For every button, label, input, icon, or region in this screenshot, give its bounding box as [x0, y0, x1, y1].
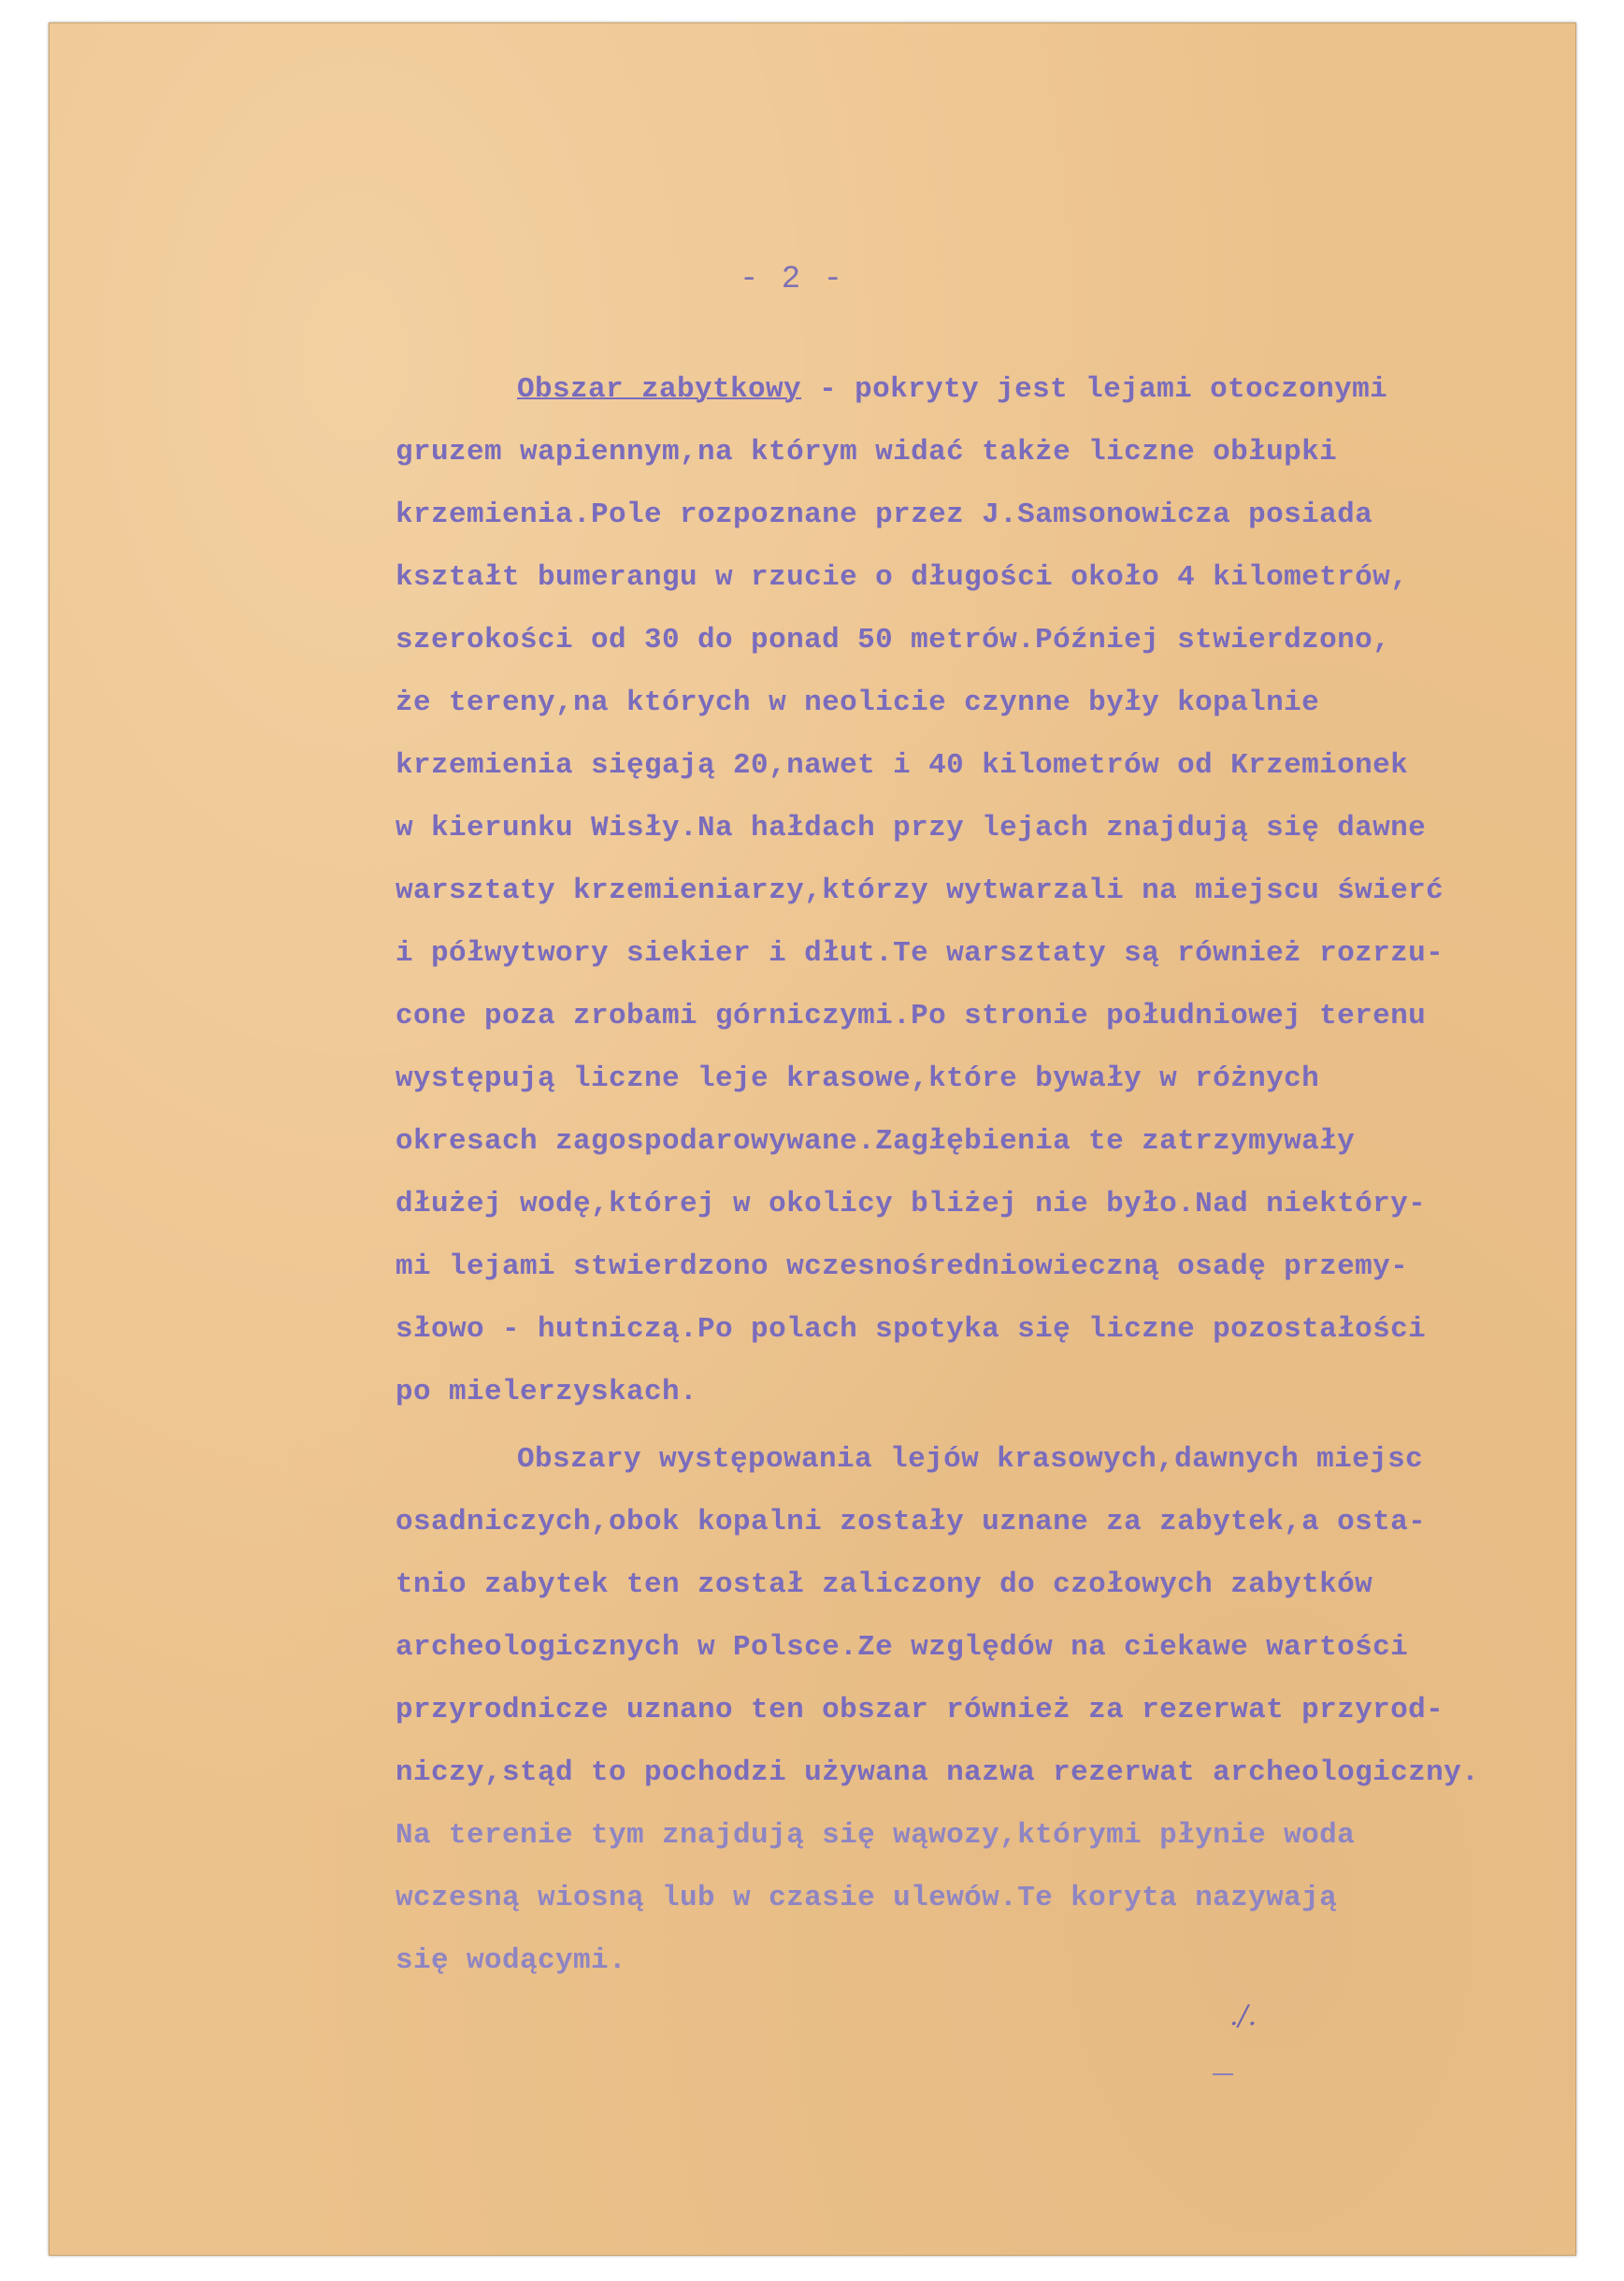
- text-line: mi lejami stwierdzono wczesnośredniowieczną osadę przemy-: [395, 1250, 1409, 1283]
- text-line: że tereny,na których w neolicie czynne były kopalnie: [395, 686, 1320, 719]
- text-line: krzemienia sięgają 20,nawet i 40 kilometrów od Krzemionek: [395, 749, 1409, 782]
- section-heading: Obszar zabytkowy: [517, 373, 802, 406]
- text-line: przyrodnicze uznano ten obszar również za rezerwat przyrod-: [395, 1694, 1444, 1726]
- typewritten-page: [49, 22, 1576, 2256]
- text-line: tnio zabytek ten został zaliczony do czołowych zabytków: [395, 1568, 1373, 1601]
- text-line: [517, 371, 1387, 409]
- text-line: Na terenie tym znajdują się wąwozy,którymi płynie woda: [395, 1819, 1356, 1852]
- text-line: Obszary występowania lejów krasowych,dawnych miejsc: [517, 1443, 1424, 1476]
- pencil-dash: [1213, 2073, 1233, 2075]
- text-line-continuation: - pokryty jest lejami otoczonymi: [801, 373, 1388, 406]
- text-line: archeologicznych w Polsce.Ze względów na ciekawe wartości: [395, 1631, 1409, 1664]
- text-line: osadniczych,obok kopalni zostały uznane za zabytek,a osta-: [395, 1506, 1427, 1538]
- text-line: wczesną wiosną lub w czasie ulewów.Te koryta nazywają: [395, 1882, 1338, 1914]
- text-line: słowo - hutniczą.Po polach spotyka się liczne pozostałości: [395, 1313, 1427, 1346]
- text-line: dłużej wodę,której w okolicy bliżej nie było.Nad niektóry-: [395, 1188, 1427, 1220]
- text-line: gruzem wapiennym,na którym widać także liczne obłupki: [395, 436, 1338, 469]
- page-number: - 2 -: [740, 262, 845, 297]
- text-line: krzemienia.Pole rozpoznane przez J.Samsonowicza posiada: [395, 498, 1373, 531]
- text-line: okresach zagospodarowywane.Zagłębienia te zatrzymywały: [395, 1125, 1356, 1158]
- text-line: i półwytwory siekier i dłut.Te warsztaty są również rozrzu-: [395, 937, 1444, 970]
- text-line: się wodącymi.: [395, 1944, 627, 1977]
- text-line: w kierunku Wisły.Na hałdach przy lejach znajdują się dawne: [395, 812, 1427, 845]
- text-line: warsztaty krzemieniarzy,którzy wytwarzali na miejscu świerć: [395, 874, 1444, 907]
- text-line: po mielerzyskach.: [395, 1376, 698, 1408]
- signature-mark: ./.: [1229, 1999, 1258, 2032]
- text-line: niczy,stąd to pochodzi używana nazwa rezerwat archeologiczny.: [395, 1756, 1480, 1789]
- text-line: występują liczne leje krasowe,które bywały w różnych: [395, 1062, 1320, 1095]
- text-line: kształt bumerangu w rzucie o długości około 4 kilometrów,: [395, 561, 1409, 594]
- text-line: cone poza zrobami górniczymi.Po stronie południowej terenu: [395, 1000, 1427, 1032]
- text-line: szerokości od 30 do ponad 50 metrów.Później stwierdzono,: [395, 624, 1391, 657]
